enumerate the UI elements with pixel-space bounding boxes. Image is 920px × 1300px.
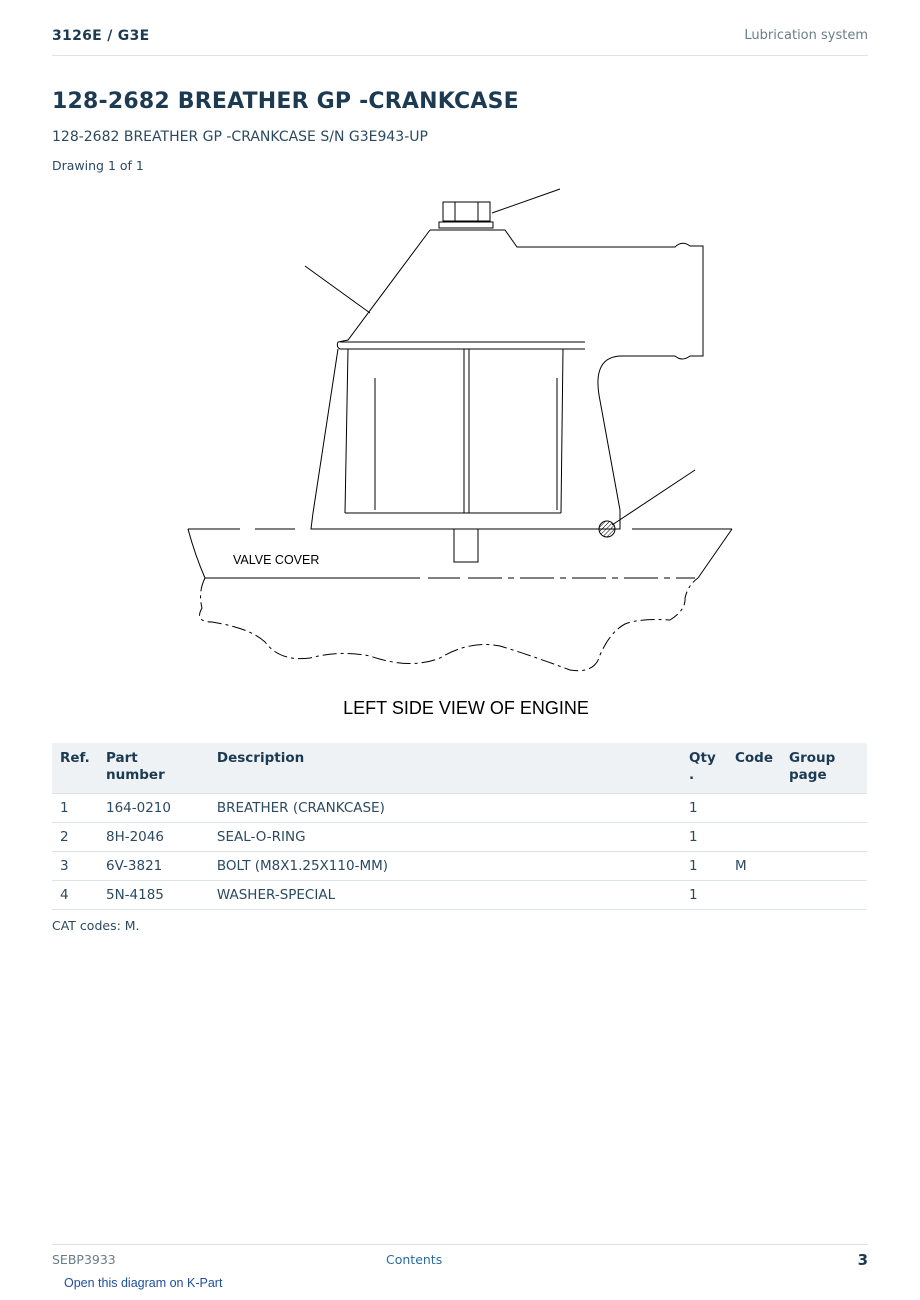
- drawing-count: Drawing 1 of 1: [52, 158, 144, 173]
- table-header-row: [52, 743, 867, 794]
- breather-cap: [430, 230, 703, 510]
- col-part-number: Part number: [98, 743, 209, 794]
- cell-qty: 1: [681, 881, 727, 910]
- cell-description: SEAL-O-RING: [209, 823, 681, 852]
- page-title: 128-2682 BREATHER GP -CRANKCASE: [52, 89, 519, 114]
- cell-ref: 2: [52, 823, 98, 852]
- breather-body: [311, 349, 620, 529]
- footer-divider: [52, 1244, 868, 1245]
- table-row: [52, 823, 867, 852]
- cell-part-number: 5N-4185: [98, 881, 209, 910]
- cell-code: M: [727, 852, 781, 881]
- col-code: Code: [727, 743, 781, 794]
- cell-description: BREATHER (CRANKCASE): [209, 794, 681, 823]
- table-row: [52, 852, 867, 881]
- breather-stem: [454, 529, 478, 562]
- document-id: SEBP3933: [52, 1252, 116, 1267]
- o-ring-seal: [599, 521, 615, 537]
- cell-group-page: [781, 852, 867, 881]
- model-label: 3126E / G3E: [52, 28, 150, 44]
- diagram-caption: LEFT SIDE VIEW OF ENGINE: [343, 698, 589, 718]
- cell-ref: 4: [52, 881, 98, 910]
- col-ref: Ref.: [52, 743, 98, 794]
- bolt-head: [443, 202, 490, 221]
- cell-group-page: [781, 881, 867, 910]
- cell-group-page: [781, 794, 867, 823]
- cell-group-page: [781, 823, 867, 852]
- valve-cover-label: VALVE COVER: [233, 553, 320, 567]
- col-description: Description: [209, 743, 681, 794]
- cell-ref: 1: [52, 794, 98, 823]
- cell-code: [727, 794, 781, 823]
- contents-link[interactable]: Contents: [386, 1252, 443, 1267]
- cell-ref: 3: [52, 852, 98, 881]
- cell-qty: 1: [681, 852, 727, 881]
- cell-part-number: 8H-2046: [98, 823, 209, 852]
- cell-code: [727, 881, 781, 910]
- washer: [439, 222, 493, 228]
- cell-description: BOLT (M8X1.25X110-MM): [209, 852, 681, 881]
- page-header: [52, 28, 868, 56]
- page-subtitle: 128-2682 BREATHER GP -CRANKCASE S/N G3E943-UP: [52, 129, 428, 145]
- section-label: Lubrication system: [744, 28, 868, 43]
- col-group-page: Group page: [781, 743, 867, 794]
- cell-qty: 1: [681, 794, 727, 823]
- cell-code: [727, 823, 781, 852]
- open-kpart-link[interactable]: Open this diagram on K-Part: [64, 1276, 223, 1290]
- cell-description: WASHER-SPECIAL: [209, 881, 681, 910]
- breather-diagram: [170, 180, 750, 730]
- cell-qty: 1: [681, 823, 727, 852]
- page-number: 3: [857, 1251, 868, 1269]
- cell-part-number: 164-0210: [98, 794, 209, 823]
- table-row: [52, 881, 867, 910]
- table-row: [52, 794, 867, 823]
- engine-break-line: [200, 578, 698, 671]
- parts-table: [52, 743, 867, 910]
- col-qty: Qty .: [681, 743, 727, 794]
- cell-part-number: 6V-3821: [98, 852, 209, 881]
- cat-codes-note: CAT codes: M.: [52, 918, 140, 933]
